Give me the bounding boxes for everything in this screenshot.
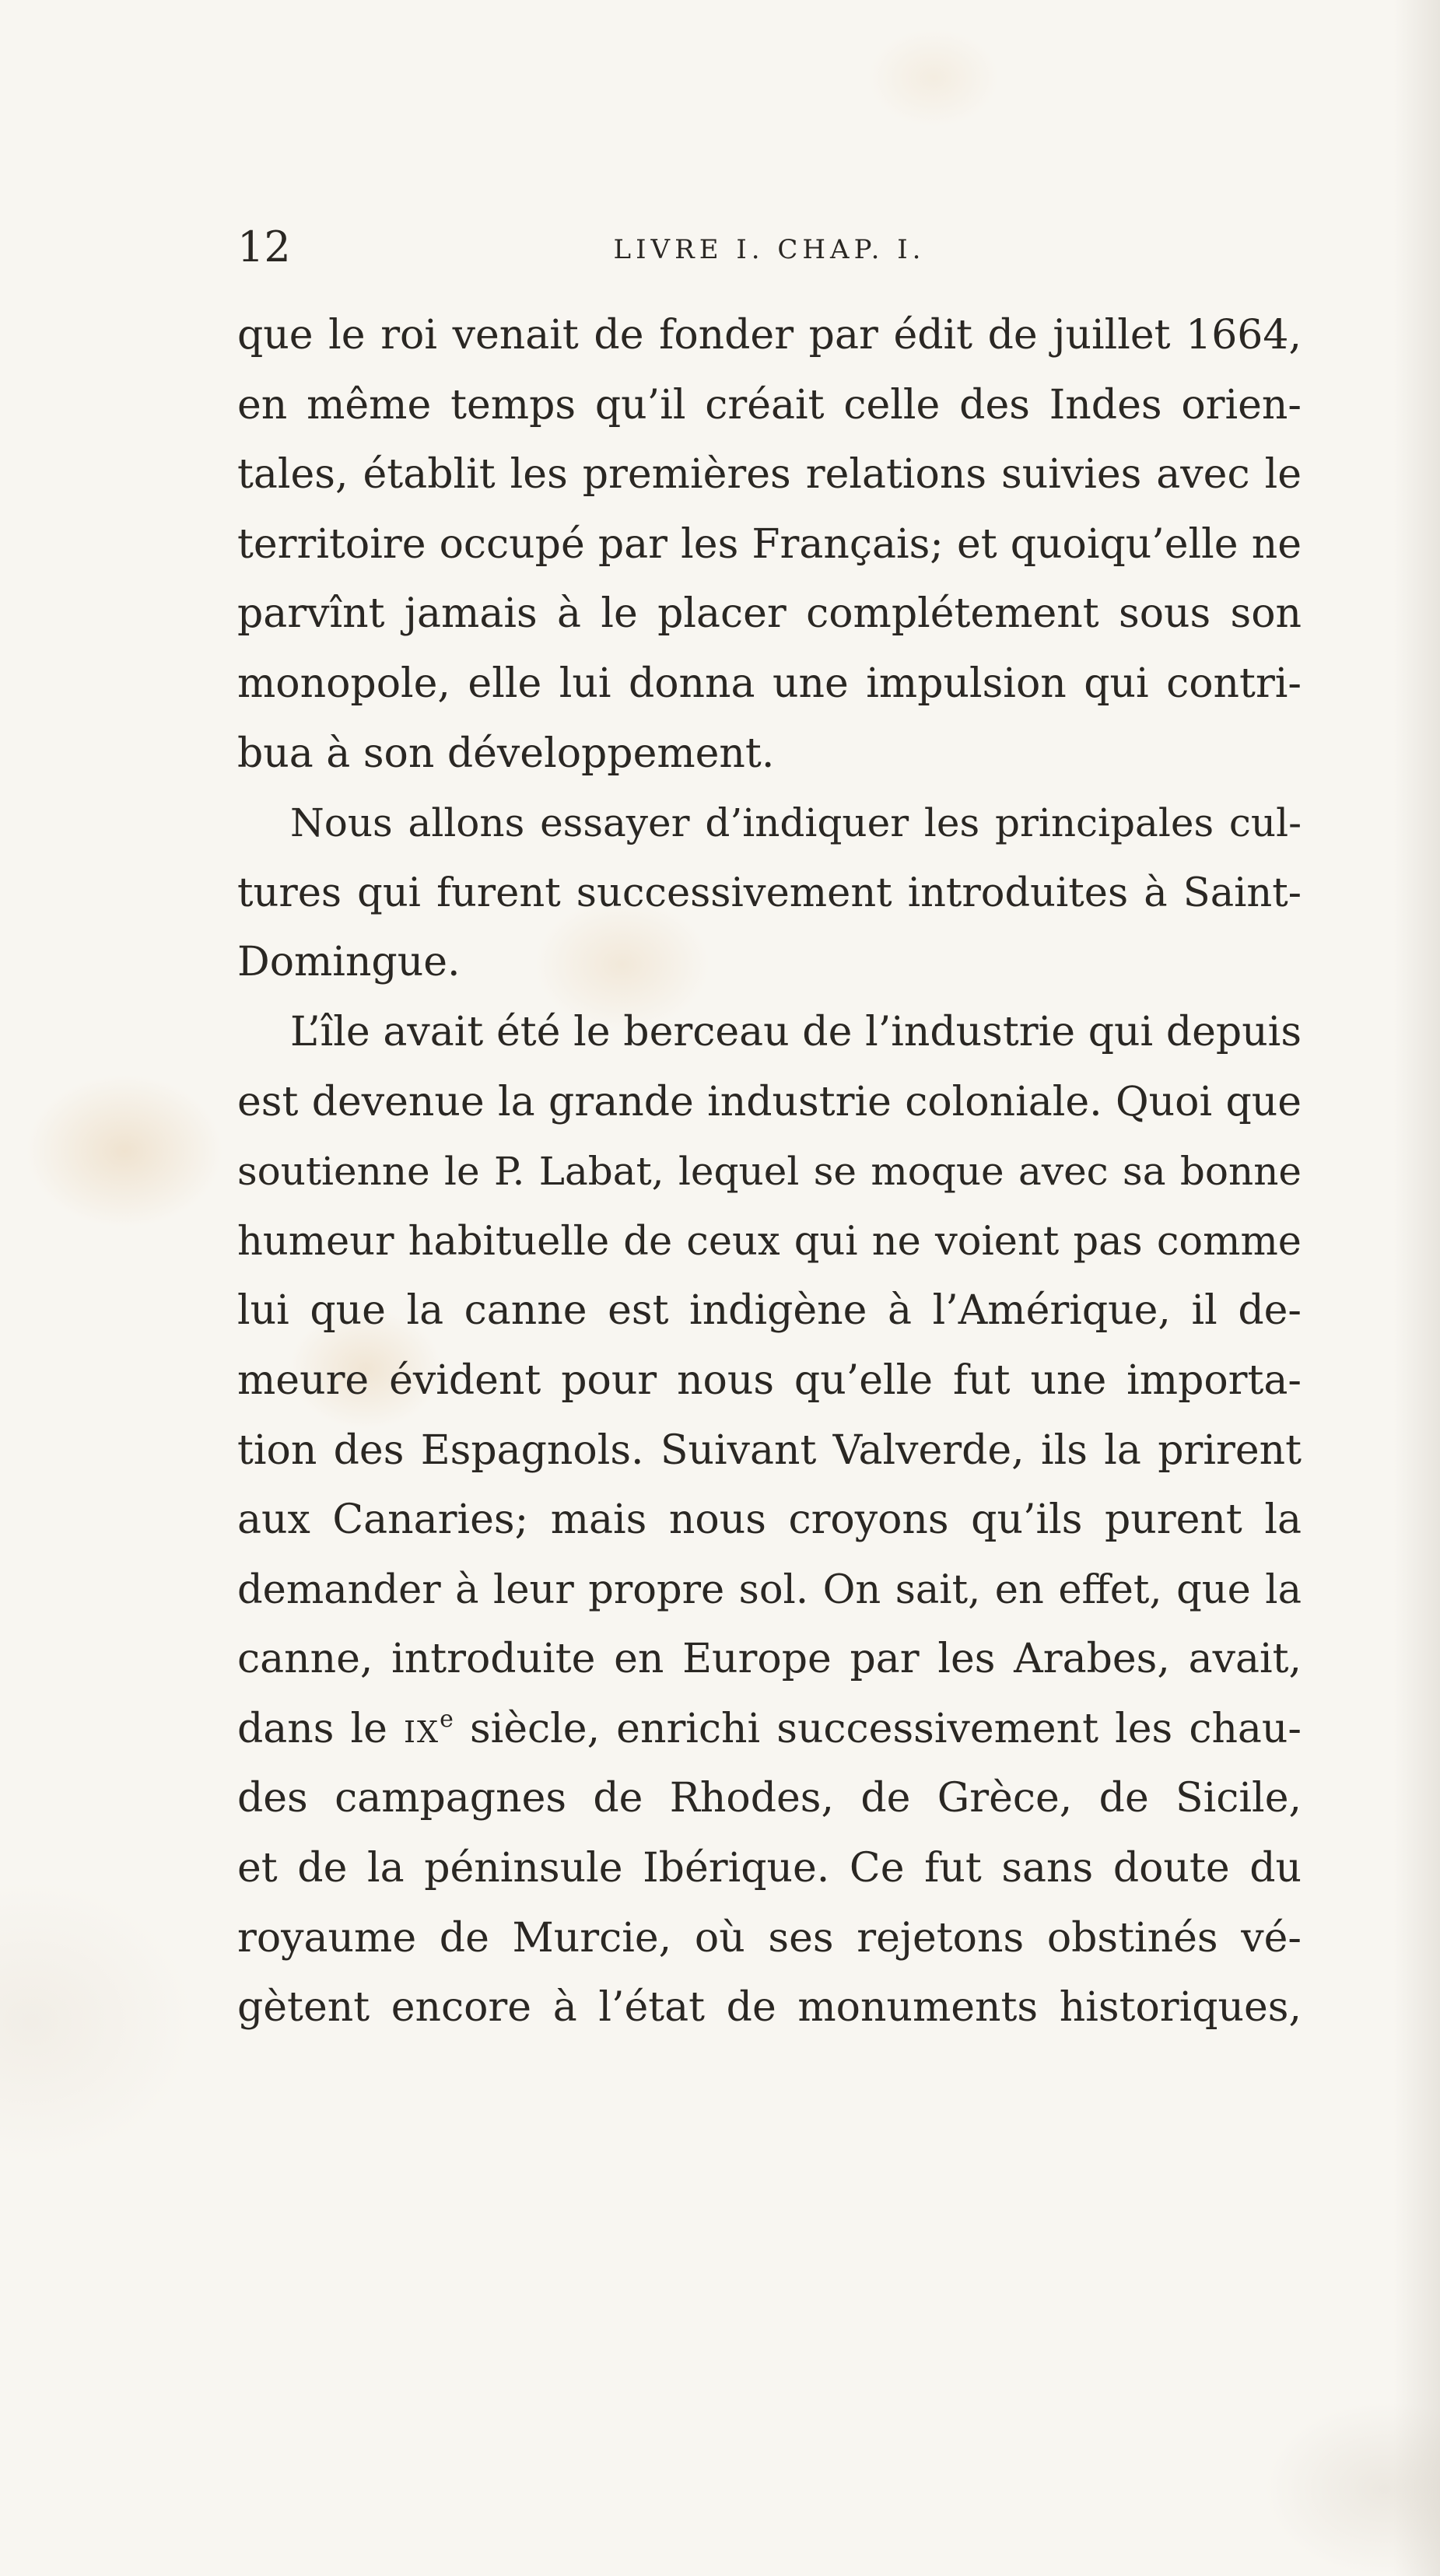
text-line: lui que la canne est indigène à l’Amérique, il de- — [237, 1287, 1302, 1335]
text-line: soutienne le P. Labat, lequel se moque avec sa bonne — [237, 1149, 1302, 1195]
paragraph-start-line: L’île avait été le berceau de l’industrie qui depuis — [290, 1008, 1302, 1055]
paragraph-start-line: Nous allons essayer d’indiquer les principales cul- — [290, 800, 1302, 846]
paragraph-end-line: Domingue. — [237, 939, 461, 986]
text-line: que le roi venait de fonder par édit de juillet 1664, — [237, 312, 1302, 359]
body-text — [237, 301, 1302, 2043]
text-line: gètent encore à l’état de monuments historiques, — [237, 1984, 1302, 2032]
text-line: est devenue la grande industrie coloniale. Quoi que — [237, 1078, 1302, 1125]
text-line: parvînt jamais à le placer complétement sous son — [237, 590, 1302, 638]
text-line: aux Canaries; mais nous croyons qu’ils purent la — [237, 1496, 1302, 1544]
text-line: canne, introduite en Europe par les Arabes, avait, — [237, 1636, 1302, 1683]
text-line: demander à leur propre sol. On sait, en effet, que la — [237, 1566, 1302, 1613]
roman-numeral: IX — [404, 1714, 440, 1749]
text-line: humeur habituelle de ceux qui ne voient pas comme — [237, 1218, 1302, 1265]
text-line: tures qui furent successivement introduites à Saint- — [237, 870, 1302, 916]
text-segment: siècle, enrichi successivement les chau- — [453, 1705, 1302, 1752]
superscript: e — [440, 1705, 454, 1733]
text-line: monopole, elle lui donna une impulsion qui contri- — [237, 660, 1302, 707]
text-line: territoire occupé par les Français; et quoiqu’elle ne — [237, 520, 1302, 568]
text-segment: dans le — [237, 1705, 405, 1752]
text-line: tales, établit les premières relations suivies avec le — [237, 451, 1302, 499]
text-line: en même temps qu’il créait celle des Indes orien- — [237, 381, 1302, 429]
page-edge-shadow — [1393, 0, 1440, 2576]
running-head: LIVRE I. CHAP. I. — [613, 234, 926, 265]
text-line: royaume de Murcie, où ses rejetons obstinés vé- — [237, 1914, 1302, 1962]
page-number: 12 — [237, 222, 291, 271]
page-header — [237, 224, 1302, 271]
text-line: tion des Espagnols. Suivant Valverde, ils la prirent — [237, 1426, 1302, 1474]
paragraph-end-line: bua à son développement. — [237, 730, 775, 777]
text-line: des campagnes de Rhodes, de Grèce, de Sicile, — [237, 1775, 1302, 1822]
text-line-with-superscript — [237, 1695, 1302, 1765]
text-line: et de la péninsule Ibérique. Ce fut sans doute du — [237, 1845, 1302, 1892]
text-line: meure évident pour nous qu’elle fut une importa- — [237, 1356, 1302, 1404]
